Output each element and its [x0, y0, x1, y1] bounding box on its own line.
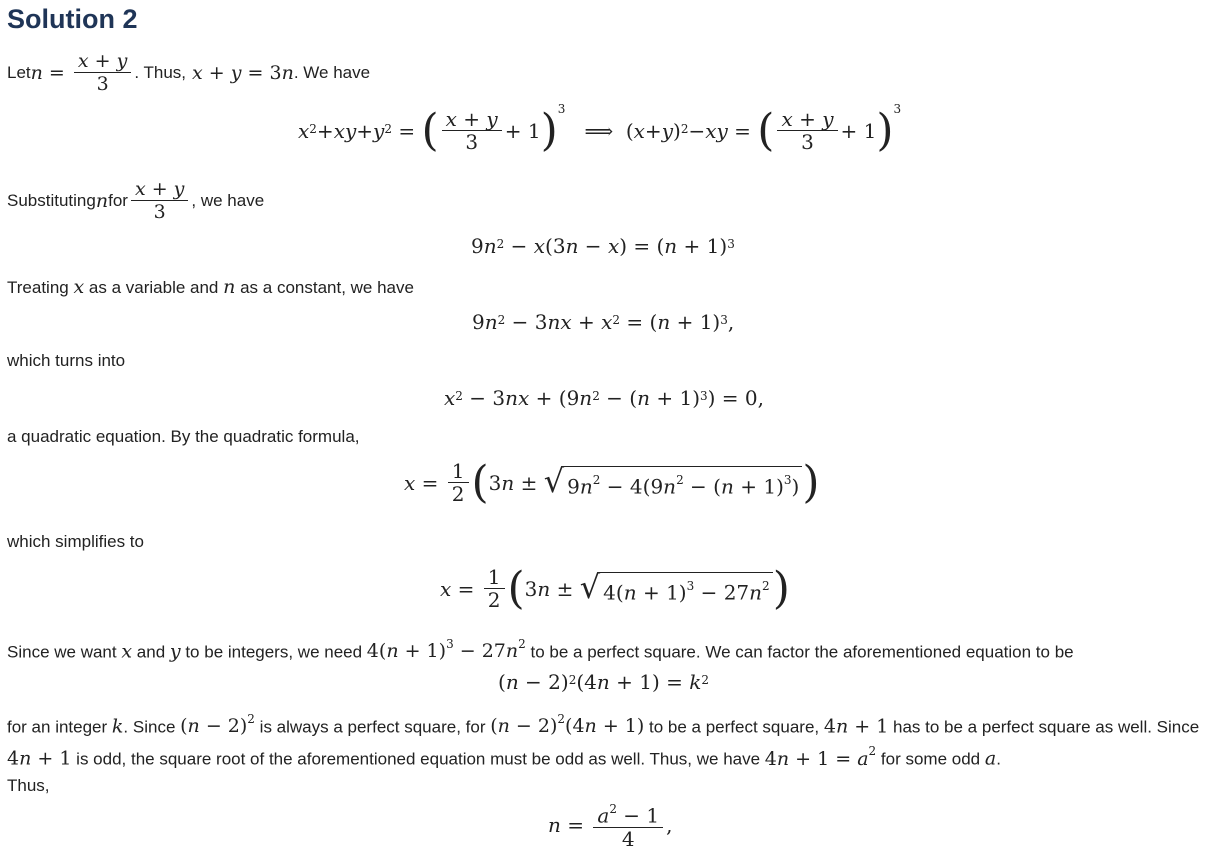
- equation-6: x = $\frac{1}{2}$ ( 3 n ± √ $4(n + 1)^3 - 27n^2$ ): [440, 562, 790, 614]
- solution-heading: Solution 2: [7, 4, 138, 34]
- substitution-paragraph: Substituting n for $\frac{x + y}{3}$ , we have: [7, 178, 265, 223]
- intro-paragraph: Let n = $\frac{x + y}{3}$ . Thus, x + y = 3n . We have: [7, 50, 371, 95]
- math-sum: x + y = 3n: [186, 61, 294, 84]
- equation-2: 9 n $^2$ − x (3 n − x ) = ( n + 1) $^3$: [471, 234, 735, 258]
- equation-3: 9 n $^2$ − 3 nx + x $^2$ = ( n + 1) $^3$ ,: [472, 310, 735, 334]
- equation-5: x = $\frac{1}{2}$ ( 3 n ± √ $9n^2 - 4(9n^2 - (n + 1)^3)$ ): [404, 456, 820, 508]
- equation-4: x $^2$ − 3 nx + (9 n $^2$ − ( n + 1) $^3$ ) = 0,: [444, 386, 764, 410]
- simplifies-text: which simplifies to: [7, 532, 144, 551]
- equation-7: ( n − 2) $^2$ (4 n + 1) = k $^2$: [498, 670, 710, 694]
- math-n-def: n = $\frac{x + y}{3}$: [31, 50, 135, 95]
- turns-into-text: which turns into: [7, 351, 126, 370]
- treating-paragraph: Treating x as a variable and n as a constant, we have: [7, 276, 414, 298]
- quadratic-text: a quadratic equation. By the quadratic formula,: [7, 427, 360, 446]
- equation-8: n = $\frac{a^2 - 1}{4}$ ,: [548, 802, 673, 851]
- perfect-square-paragraph: Since we want x and y to be integers, we need $4(n + 1)^3 - 27n^2$ to be a perfect square. We can factor the aforementioned equation to be: [7, 637, 1074, 663]
- integer-k-paragraph: for an integer k. Since $(n - 2)^2$ is always a perfect square, for $(n - 2)^2(4n + 1)$ to be a perfect square, 4n + 1 has to be a perfect square as well. Since 4n + 1 is odd, the square root of the aforementioned equation must be odd as well. Thus, we have $4n + 1 = a^2$ for some odd a. Thus,: [7, 712, 1200, 795]
- equation-1: x $^2$ + xy + y $^2$ = ( $\frac{x + y}{3}$ + 1 ) $^3$ ⟹ ( x + y ) $^2$ − xy = ( $\frac{x + y}{3}$ + 1 ) $^3$: [298, 101, 902, 156]
